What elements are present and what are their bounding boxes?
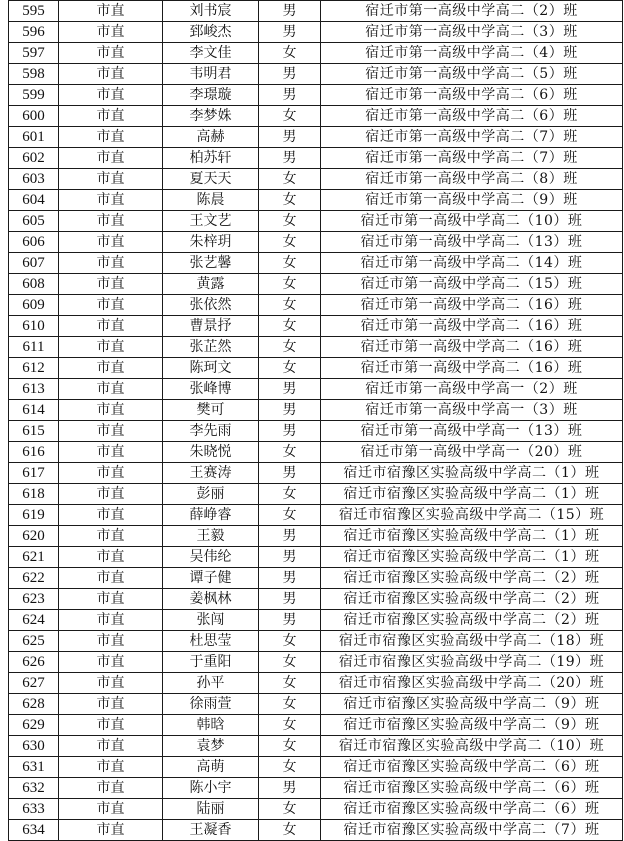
gender-cell: 男 [259, 421, 321, 442]
row-number-cell: 609 [9, 295, 59, 316]
row-number-cell: 619 [9, 505, 59, 526]
student-name-cell: 孙平 [163, 673, 259, 694]
table-row [9, 799, 623, 820]
row-number-cell: 627 [9, 673, 59, 694]
gender-cell: 男 [259, 778, 321, 799]
gender-cell: 女 [259, 715, 321, 736]
area-cell: 市直 [59, 652, 163, 673]
gender-cell: 女 [259, 211, 321, 232]
gender-cell: 男 [259, 547, 321, 568]
gender-cell: 女 [259, 694, 321, 715]
row-number-cell: 628 [9, 694, 59, 715]
student-name-cell: 曹景抒 [163, 316, 259, 337]
row-number-cell: 601 [9, 127, 59, 148]
gender-cell: 女 [259, 43, 321, 64]
table-row [9, 148, 623, 169]
area-cell: 市直 [59, 442, 163, 463]
table-row [9, 253, 623, 274]
student-name-cell: 薛峥睿 [163, 505, 259, 526]
row-number-cell: 629 [9, 715, 59, 736]
gender-cell: 男 [259, 526, 321, 547]
school-class-cell: 宿迁市第一高级中学高二（15）班 [321, 274, 623, 295]
table-row [9, 337, 623, 358]
school-class-cell: 宿迁市宿豫区实验高级中学高二（6）班 [321, 757, 623, 778]
student-name-cell: 王文艺 [163, 211, 259, 232]
student-name-cell: 樊可 [163, 400, 259, 421]
school-class-cell: 宿迁市宿豫区实验高级中学高二（19）班 [321, 652, 623, 673]
student-name-cell: 姜枫林 [163, 589, 259, 610]
area-cell: 市直 [59, 526, 163, 547]
area-cell: 市直 [59, 463, 163, 484]
area-cell: 市直 [59, 547, 163, 568]
area-cell: 市直 [59, 484, 163, 505]
row-number-cell: 610 [9, 316, 59, 337]
area-cell: 市直 [59, 127, 163, 148]
row-number-cell: 613 [9, 379, 59, 400]
gender-cell: 女 [259, 505, 321, 526]
area-cell: 市直 [59, 589, 163, 610]
school-class-cell: 宿迁市宿豫区实验高级中学高二（20）班 [321, 673, 623, 694]
school-class-cell: 宿迁市宿豫区实验高级中学高二（6）班 [321, 778, 623, 799]
area-cell: 市直 [59, 694, 163, 715]
gender-cell: 女 [259, 169, 321, 190]
gender-cell: 男 [259, 85, 321, 106]
school-class-cell: 宿迁市宿豫区实验高级中学高二（2）班 [321, 589, 623, 610]
table-row [9, 316, 623, 337]
area-cell: 市直 [59, 568, 163, 589]
area-cell: 市直 [59, 43, 163, 64]
row-number-cell: 611 [9, 337, 59, 358]
student-name-cell: 朱晓悦 [163, 442, 259, 463]
student-name-cell: 杜思莹 [163, 631, 259, 652]
student-name-cell: 袁梦 [163, 736, 259, 757]
school-class-cell: 宿迁市宿豫区实验高级中学高二（1）班 [321, 463, 623, 484]
gender-cell: 男 [259, 148, 321, 169]
row-number-cell: 608 [9, 274, 59, 295]
gender-cell: 女 [259, 820, 321, 841]
row-number-cell: 596 [9, 22, 59, 43]
student-name-cell: 陈珂文 [163, 358, 259, 379]
roster-body [9, 1, 623, 841]
school-class-cell: 宿迁市第一高级中学高一（20）班 [321, 442, 623, 463]
area-cell: 市直 [59, 379, 163, 400]
row-number-cell: 622 [9, 568, 59, 589]
area-cell: 市直 [59, 169, 163, 190]
school-class-cell: 宿迁市第一高级中学高二（4）班 [321, 43, 623, 64]
gender-cell: 女 [259, 484, 321, 505]
student-name-cell: 李文佳 [163, 43, 259, 64]
table-row [9, 211, 623, 232]
school-class-cell: 宿迁市宿豫区实验高级中学高二（10）班 [321, 736, 623, 757]
student-name-cell: 张芷然 [163, 337, 259, 358]
school-class-cell: 宿迁市宿豫区实验高级中学高二（2）班 [321, 610, 623, 631]
area-cell: 市直 [59, 736, 163, 757]
school-class-cell: 宿迁市第一高级中学高二（6）班 [321, 106, 623, 127]
school-class-cell: 宿迁市宿豫区实验高级中学高二（1）班 [321, 484, 623, 505]
school-class-cell: 宿迁市第一高级中学高二（7）班 [321, 127, 623, 148]
table-row [9, 757, 623, 778]
row-number-cell: 606 [9, 232, 59, 253]
row-number-cell: 615 [9, 421, 59, 442]
school-class-cell: 宿迁市第一高级中学高二（5）班 [321, 64, 623, 85]
table-row [9, 610, 623, 631]
school-class-cell: 宿迁市宿豫区实验高级中学高二（9）班 [321, 694, 623, 715]
table-row [9, 715, 623, 736]
school-class-cell: 宿迁市第一高级中学高二（16）班 [321, 358, 623, 379]
student-name-cell: 郅峻杰 [163, 22, 259, 43]
area-cell: 市直 [59, 85, 163, 106]
gender-cell: 女 [259, 295, 321, 316]
table-row [9, 295, 623, 316]
table-row [9, 442, 623, 463]
gender-cell: 女 [259, 799, 321, 820]
student-name-cell: 彭丽 [163, 484, 259, 505]
student-name-cell: 张峰博 [163, 379, 259, 400]
school-class-cell: 宿迁市宿豫区实验高级中学高二（1）班 [321, 526, 623, 547]
school-class-cell: 宿迁市宿豫区实验高级中学高二（9）班 [321, 715, 623, 736]
gender-cell: 男 [259, 463, 321, 484]
gender-cell: 女 [259, 274, 321, 295]
area-cell: 市直 [59, 253, 163, 274]
student-name-cell: 谭子健 [163, 568, 259, 589]
table-row [9, 1, 623, 22]
school-class-cell: 宿迁市宿豫区实验高级中学高二（18）班 [321, 631, 623, 652]
table-row [9, 22, 623, 43]
table-row [9, 43, 623, 64]
school-class-cell: 宿迁市第一高级中学高二（13）班 [321, 232, 623, 253]
student-name-cell: 陆丽 [163, 799, 259, 820]
gender-cell: 女 [259, 757, 321, 778]
student-name-cell: 王毅 [163, 526, 259, 547]
school-class-cell: 宿迁市宿豫区实验高级中学高二（7）班 [321, 820, 623, 841]
row-number-cell: 621 [9, 547, 59, 568]
row-number-cell: 616 [9, 442, 59, 463]
school-class-cell: 宿迁市第一高级中学高二（10）班 [321, 211, 623, 232]
table-row [9, 673, 623, 694]
area-cell: 市直 [59, 337, 163, 358]
gender-cell: 男 [259, 568, 321, 589]
gender-cell: 女 [259, 232, 321, 253]
school-class-cell: 宿迁市第一高级中学高二（9）班 [321, 190, 623, 211]
student-name-cell: 韩晗 [163, 715, 259, 736]
row-number-cell: 617 [9, 463, 59, 484]
area-cell: 市直 [59, 715, 163, 736]
area-cell: 市直 [59, 631, 163, 652]
student-name-cell: 张艺馨 [163, 253, 259, 274]
gender-cell: 女 [259, 442, 321, 463]
table-row [9, 526, 623, 547]
area-cell: 市直 [59, 232, 163, 253]
table-row [9, 64, 623, 85]
student-name-cell: 高萌 [163, 757, 259, 778]
school-class-cell: 宿迁市第一高级中学高二（16）班 [321, 337, 623, 358]
area-cell: 市直 [59, 64, 163, 85]
school-class-cell: 宿迁市第一高级中学高一（2）班 [321, 379, 623, 400]
table-row [9, 358, 623, 379]
table-row [9, 568, 623, 589]
gender-cell: 女 [259, 358, 321, 379]
gender-cell: 男 [259, 127, 321, 148]
table-row [9, 379, 623, 400]
row-number-cell: 634 [9, 820, 59, 841]
area-cell: 市直 [59, 757, 163, 778]
table-row [9, 820, 623, 841]
area-cell: 市直 [59, 820, 163, 841]
school-class-cell: 宿迁市第一高级中学高二（3）班 [321, 22, 623, 43]
table-row [9, 778, 623, 799]
table-row [9, 631, 623, 652]
table-row [9, 190, 623, 211]
student-name-cell: 吴伟纶 [163, 547, 259, 568]
area-cell: 市直 [59, 505, 163, 526]
student-name-cell: 柏苏轩 [163, 148, 259, 169]
gender-cell: 男 [259, 400, 321, 421]
gender-cell: 女 [259, 652, 321, 673]
area-cell: 市直 [59, 1, 163, 22]
gender-cell: 女 [259, 631, 321, 652]
student-name-cell: 王赛涛 [163, 463, 259, 484]
row-number-cell: 618 [9, 484, 59, 505]
school-class-cell: 宿迁市第一高级中学高二（2）班 [321, 1, 623, 22]
gender-cell: 女 [259, 190, 321, 211]
row-number-cell: 602 [9, 148, 59, 169]
table-row [9, 484, 623, 505]
area-cell: 市直 [59, 673, 163, 694]
row-number-cell: 631 [9, 757, 59, 778]
row-number-cell: 598 [9, 64, 59, 85]
gender-cell: 男 [259, 610, 321, 631]
area-cell: 市直 [59, 22, 163, 43]
student-name-cell: 高赫 [163, 127, 259, 148]
area-cell: 市直 [59, 778, 163, 799]
school-class-cell: 宿迁市第一高级中学高一（3）班 [321, 400, 623, 421]
row-number-cell: 595 [9, 1, 59, 22]
row-number-cell: 625 [9, 631, 59, 652]
row-number-cell: 620 [9, 526, 59, 547]
student-name-cell: 李先雨 [163, 421, 259, 442]
student-name-cell: 王凝香 [163, 820, 259, 841]
student-name-cell: 徐雨萱 [163, 694, 259, 715]
gender-cell: 男 [259, 1, 321, 22]
area-cell: 市直 [59, 190, 163, 211]
table-row [9, 127, 623, 148]
table-row [9, 589, 623, 610]
row-number-cell: 597 [9, 43, 59, 64]
gender-cell: 女 [259, 316, 321, 337]
area-cell: 市直 [59, 421, 163, 442]
student-name-cell: 张闯 [163, 610, 259, 631]
table-row [9, 85, 623, 106]
area-cell: 市直 [59, 799, 163, 820]
table-row [9, 463, 623, 484]
school-class-cell: 宿迁市第一高级中学高二（8）班 [321, 169, 623, 190]
student-name-cell: 张依然 [163, 295, 259, 316]
table-row [9, 400, 623, 421]
school-class-cell: 宿迁市第一高级中学高二（6）班 [321, 85, 623, 106]
area-cell: 市直 [59, 295, 163, 316]
gender-cell: 女 [259, 337, 321, 358]
row-number-cell: 607 [9, 253, 59, 274]
table-row [9, 505, 623, 526]
student-name-cell: 黄露 [163, 274, 259, 295]
gender-cell: 女 [259, 673, 321, 694]
student-name-cell: 夏天天 [163, 169, 259, 190]
area-cell: 市直 [59, 106, 163, 127]
table-row [9, 736, 623, 757]
student-name-cell: 李璟璇 [163, 85, 259, 106]
table-row [9, 421, 623, 442]
student-name-cell: 于重阳 [163, 652, 259, 673]
area-cell: 市直 [59, 148, 163, 169]
school-class-cell: 宿迁市宿豫区实验高级中学高二（1）班 [321, 547, 623, 568]
row-number-cell: 624 [9, 610, 59, 631]
student-roster-table [8, 0, 623, 841]
area-cell: 市直 [59, 211, 163, 232]
row-number-cell: 600 [9, 106, 59, 127]
area-cell: 市直 [59, 610, 163, 631]
row-number-cell: 605 [9, 211, 59, 232]
row-number-cell: 612 [9, 358, 59, 379]
row-number-cell: 603 [9, 169, 59, 190]
school-class-cell: 宿迁市第一高级中学高二（14）班 [321, 253, 623, 274]
area-cell: 市直 [59, 400, 163, 421]
school-class-cell: 宿迁市第一高级中学高二（7）班 [321, 148, 623, 169]
row-number-cell: 626 [9, 652, 59, 673]
student-name-cell: 刘书宸 [163, 1, 259, 22]
gender-cell: 男 [259, 64, 321, 85]
row-number-cell: 630 [9, 736, 59, 757]
area-cell: 市直 [59, 358, 163, 379]
student-name-cell: 陈小宇 [163, 778, 259, 799]
student-name-cell: 陈晨 [163, 190, 259, 211]
school-class-cell: 宿迁市宿豫区实验高级中学高二（2）班 [321, 568, 623, 589]
area-cell: 市直 [59, 316, 163, 337]
table-row [9, 106, 623, 127]
gender-cell: 女 [259, 106, 321, 127]
row-number-cell: 604 [9, 190, 59, 211]
school-class-cell: 宿迁市第一高级中学高二（16）班 [321, 316, 623, 337]
student-name-cell: 朱梓玥 [163, 232, 259, 253]
school-class-cell: 宿迁市第一高级中学高一（13）班 [321, 421, 623, 442]
row-number-cell: 633 [9, 799, 59, 820]
table-row [9, 232, 623, 253]
row-number-cell: 623 [9, 589, 59, 610]
gender-cell: 男 [259, 379, 321, 400]
row-number-cell: 632 [9, 778, 59, 799]
student-name-cell: 李梦姝 [163, 106, 259, 127]
row-number-cell: 599 [9, 85, 59, 106]
table-row [9, 652, 623, 673]
area-cell: 市直 [59, 274, 163, 295]
gender-cell: 男 [259, 22, 321, 43]
gender-cell: 女 [259, 253, 321, 274]
row-number-cell: 614 [9, 400, 59, 421]
school-class-cell: 宿迁市宿豫区实验高级中学高二（15）班 [321, 505, 623, 526]
student-name-cell: 韦明君 [163, 64, 259, 85]
table-row [9, 169, 623, 190]
table-row [9, 694, 623, 715]
table-row [9, 547, 623, 568]
school-class-cell: 宿迁市第一高级中学高二（16）班 [321, 295, 623, 316]
gender-cell: 男 [259, 589, 321, 610]
gender-cell: 女 [259, 736, 321, 757]
table-row [9, 274, 623, 295]
school-class-cell: 宿迁市宿豫区实验高级中学高二（6）班 [321, 799, 623, 820]
